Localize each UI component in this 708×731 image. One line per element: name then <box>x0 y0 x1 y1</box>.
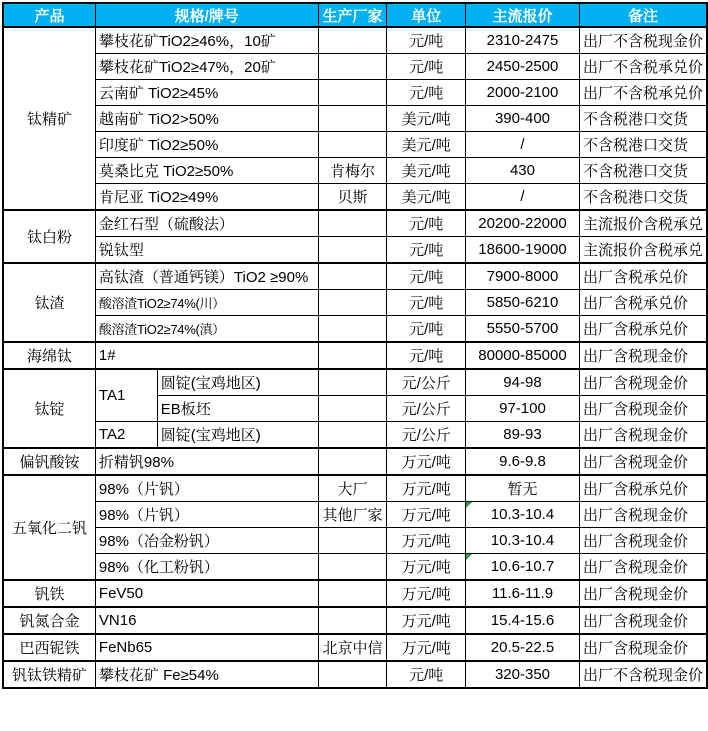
manufacturer-cell <box>318 396 387 422</box>
product-cell: 钒钛铁精矿 <box>3 661 95 688</box>
note-cell: 出厂含税现金价 <box>579 554 707 581</box>
price-table <box>2 2 708 689</box>
table-row <box>3 210 707 237</box>
unit-cell: 万元/吨 <box>387 528 466 554</box>
spec-cell: 攀枝花矿 Fe≥54% <box>95 661 318 688</box>
price-cell: 97-100 <box>466 396 580 422</box>
note-cell: 不含税港口交货 <box>579 184 707 211</box>
note-cell: 不含税港口交货 <box>579 106 707 132</box>
unit-cell: 美元/吨 <box>387 106 466 132</box>
note-cell: 出厂含税现金价 <box>579 502 707 528</box>
spec-cell: 98%（化工粉钒） <box>95 554 318 581</box>
manufacturer-cell: 大厂 <box>318 475 387 502</box>
price-cell: 20200-22000 <box>466 210 580 237</box>
unit-cell: 美元/吨 <box>387 184 466 211</box>
spec-cell: 印度矿 TiO2≥50% <box>95 132 318 158</box>
table-row <box>3 290 707 316</box>
table-row <box>3 237 707 264</box>
table-row <box>3 607 707 634</box>
manufacturer-cell <box>318 54 387 80</box>
table-row <box>3 106 707 132</box>
unit-cell: 元/吨 <box>387 210 466 237</box>
note-cell: 出厂含税现金价 <box>579 342 707 369</box>
note-cell: 出厂含税现金价 <box>579 369 707 396</box>
price-cell: 89-93 <box>466 422 580 449</box>
product-cell: 钛白粉 <box>3 210 95 263</box>
manufacturer-cell <box>318 237 387 264</box>
product-cell: 钒氮合金 <box>3 607 95 634</box>
price-cell: 5850-6210 <box>466 290 580 316</box>
table-row <box>3 528 707 554</box>
product-cell: 巴西铌铁 <box>3 634 95 661</box>
note-cell: 不含税港口交货 <box>579 158 707 184</box>
spec-cell: 金红石型（硫酸法） <box>95 210 318 237</box>
column-header-note: 备注 <box>579 3 707 27</box>
note-cell: 不含税港口交货 <box>579 132 707 158</box>
price-cell: 2450-2500 <box>466 54 580 80</box>
note-cell: 出厂含税现金价 <box>579 422 707 449</box>
note-cell: 出厂不含税现金价 <box>579 27 707 54</box>
manufacturer-cell <box>318 554 387 581</box>
spec-cell: 高钛渣（普通钙镁）TiO2 ≥90% <box>95 263 318 290</box>
table-row <box>3 422 707 449</box>
note-cell: 出厂含税承兑价 <box>579 263 707 290</box>
table-row <box>3 316 707 343</box>
manufacturer-cell <box>318 422 387 449</box>
price-cell: 5550-5700 <box>466 316 580 343</box>
spec-cell: 98%（冶金粉钒） <box>95 528 318 554</box>
header-row <box>3 3 707 27</box>
unit-cell: 美元/吨 <box>387 158 466 184</box>
price-cell: 2310-2475 <box>466 27 580 54</box>
spec-cell: 攀枝花矿TiO2≥46%，10矿 <box>95 27 318 54</box>
price-cell: 10.3-10.4 <box>466 502 580 528</box>
table-row <box>3 475 707 502</box>
spec-cell: 折精钒98% <box>95 448 318 475</box>
price-cell: / <box>466 132 580 158</box>
column-header-spec: 规格/牌号 <box>95 3 318 27</box>
spec-cell: 1# <box>95 342 318 369</box>
product-cell: 海绵钛 <box>3 342 95 369</box>
grade-cell: TA2 <box>95 422 157 449</box>
spec-cell: 莫桑比克 TiO2≥50% <box>95 158 318 184</box>
product-cell: 五氧化二钒 <box>3 475 95 580</box>
price-cell: 80000-85000 <box>466 342 580 369</box>
manufacturer-cell <box>318 106 387 132</box>
table-row <box>3 580 707 607</box>
product-cell: 钛锭 <box>3 369 95 448</box>
table-row <box>3 448 707 475</box>
manufacturer-cell: 肯梅尔 <box>318 158 387 184</box>
price-cell: / <box>466 184 580 211</box>
price-cell: 7900-8000 <box>466 263 580 290</box>
spec-cell: VN16 <box>95 607 318 634</box>
column-header-unit: 单位 <box>387 3 466 27</box>
price-cell: 20.5-22.5 <box>466 634 580 661</box>
unit-cell: 元/吨 <box>387 316 466 343</box>
product-cell: 偏钒酸铵 <box>3 448 95 475</box>
product-cell: 钛渣 <box>3 263 95 342</box>
spec-cell: 98%（片钒） <box>95 502 318 528</box>
note-cell: 出厂不含税承兑价 <box>579 80 707 106</box>
note-cell: 出厂含税现金价 <box>579 607 707 634</box>
unit-cell: 万元/吨 <box>387 554 466 581</box>
price-cell: 18600-19000 <box>466 237 580 264</box>
table-row <box>3 80 707 106</box>
unit-cell: 元/吨 <box>387 290 466 316</box>
manufacturer-cell: 北京中信 <box>318 634 387 661</box>
table-row <box>3 158 707 184</box>
note-cell: 出厂含税现金价 <box>579 396 707 422</box>
grade-cell: TA1 <box>95 369 157 422</box>
price-cell: 10.3-10.4 <box>466 528 580 554</box>
table-row <box>3 502 707 528</box>
price-cell: 11.6-11.9 <box>466 580 580 607</box>
comment-marker-icon <box>466 502 472 508</box>
column-header-price: 主流报价 <box>466 3 580 27</box>
note-cell: 出厂含税现金价 <box>579 448 707 475</box>
table-row <box>3 263 707 290</box>
spec-cell: 越南矿 TiO2>50% <box>95 106 318 132</box>
unit-cell: 万元/吨 <box>387 634 466 661</box>
table-header <box>3 3 707 27</box>
table-row <box>3 661 707 688</box>
note-cell: 主流报价含税承兑 <box>579 237 707 264</box>
price-cell: 390-400 <box>466 106 580 132</box>
table-row <box>3 342 707 369</box>
spec-cell: 98%（片钒） <box>95 475 318 502</box>
unit-cell: 万元/吨 <box>387 607 466 634</box>
spec-detail-cell: EB板坯 <box>157 396 318 422</box>
manufacturer-cell: 贝斯 <box>318 184 387 211</box>
manufacturer-cell <box>318 210 387 237</box>
manufacturer-cell <box>318 263 387 290</box>
price-cell: 2000-2100 <box>466 80 580 106</box>
spec-cell: FeV50 <box>95 580 318 607</box>
price-cell: 暂无 <box>466 475 580 502</box>
manufacturer-cell <box>318 369 387 396</box>
table-row <box>3 369 707 396</box>
unit-cell: 元/公斤 <box>387 396 466 422</box>
manufacturer-cell <box>318 528 387 554</box>
manufacturer-cell <box>318 27 387 54</box>
unit-cell: 万元/吨 <box>387 502 466 528</box>
spec-cell: 云南矿 TiO2≥45% <box>95 80 318 106</box>
manufacturer-cell <box>318 316 387 343</box>
note-cell: 出厂含税现金价 <box>579 528 707 554</box>
table-row <box>3 132 707 158</box>
unit-cell: 万元/吨 <box>387 448 466 475</box>
comment-marker-icon <box>466 554 472 560</box>
price-cell: 15.4-15.6 <box>466 607 580 634</box>
spec-cell: 酸溶渣TiO2≥74%(滇） <box>95 316 318 343</box>
spec-cell: 攀枝花矿TiO2≥47%，20矿 <box>95 54 318 80</box>
price-cell: 9.6-9.8 <box>466 448 580 475</box>
note-cell: 出厂不含税承兑价 <box>579 54 707 80</box>
spec-cell: 酸溶渣TiO2≥74%(川） <box>95 290 318 316</box>
column-header-maker: 生产厂家 <box>318 3 387 27</box>
unit-cell: 元/公斤 <box>387 422 466 449</box>
table-row <box>3 27 707 54</box>
unit-cell: 万元/吨 <box>387 580 466 607</box>
manufacturer-cell <box>318 448 387 475</box>
manufacturer-cell: 其他厂家 <box>318 502 387 528</box>
unit-cell: 元/公斤 <box>387 369 466 396</box>
manufacturer-cell <box>318 580 387 607</box>
column-header-product: 产品 <box>3 3 95 27</box>
manufacturer-cell <box>318 80 387 106</box>
unit-cell: 元/吨 <box>387 54 466 80</box>
price-cell: 94-98 <box>466 369 580 396</box>
unit-cell: 元/吨 <box>387 27 466 54</box>
spec-cell: 锐钛型 <box>95 237 318 264</box>
note-cell: 主流报价含税承兑 <box>579 210 707 237</box>
unit-cell: 元/吨 <box>387 263 466 290</box>
product-cell: 钛精矿 <box>3 27 95 210</box>
note-cell: 出厂含税承兑价 <box>579 316 707 343</box>
unit-cell: 万元/吨 <box>387 475 466 502</box>
spec-cell: FeNb65 <box>95 634 318 661</box>
unit-cell: 元/吨 <box>387 80 466 106</box>
note-cell: 出厂不含税现金价 <box>579 661 707 688</box>
manufacturer-cell <box>318 607 387 634</box>
spec-detail-cell: 圆锭(宝鸡地区) <box>157 422 318 449</box>
price-cell: 430 <box>466 158 580 184</box>
unit-cell: 美元/吨 <box>387 132 466 158</box>
manufacturer-cell <box>318 132 387 158</box>
table-row <box>3 634 707 661</box>
note-cell: 出厂含税承兑价 <box>579 290 707 316</box>
price-cell: 320-350 <box>466 661 580 688</box>
table-row <box>3 554 707 581</box>
manufacturer-cell <box>318 290 387 316</box>
note-cell: 出厂含税现金价 <box>579 634 707 661</box>
product-cell: 钒铁 <box>3 580 95 607</box>
unit-cell: 元/吨 <box>387 661 466 688</box>
table-row <box>3 184 707 211</box>
note-cell: 出厂含税承兑价 <box>579 475 707 502</box>
unit-cell: 元/吨 <box>387 237 466 264</box>
manufacturer-cell <box>318 661 387 688</box>
manufacturer-cell <box>318 342 387 369</box>
spec-cell: 肯尼亚 TiO2≥49% <box>95 184 318 211</box>
note-cell: 出厂含税现金价 <box>579 580 707 607</box>
table-row <box>3 54 707 80</box>
spec-detail-cell: 圆锭(宝鸡地区) <box>157 369 318 396</box>
table-body <box>3 27 707 688</box>
price-cell: 10.6-10.7 <box>466 554 580 581</box>
unit-cell: 元/吨 <box>387 342 466 369</box>
